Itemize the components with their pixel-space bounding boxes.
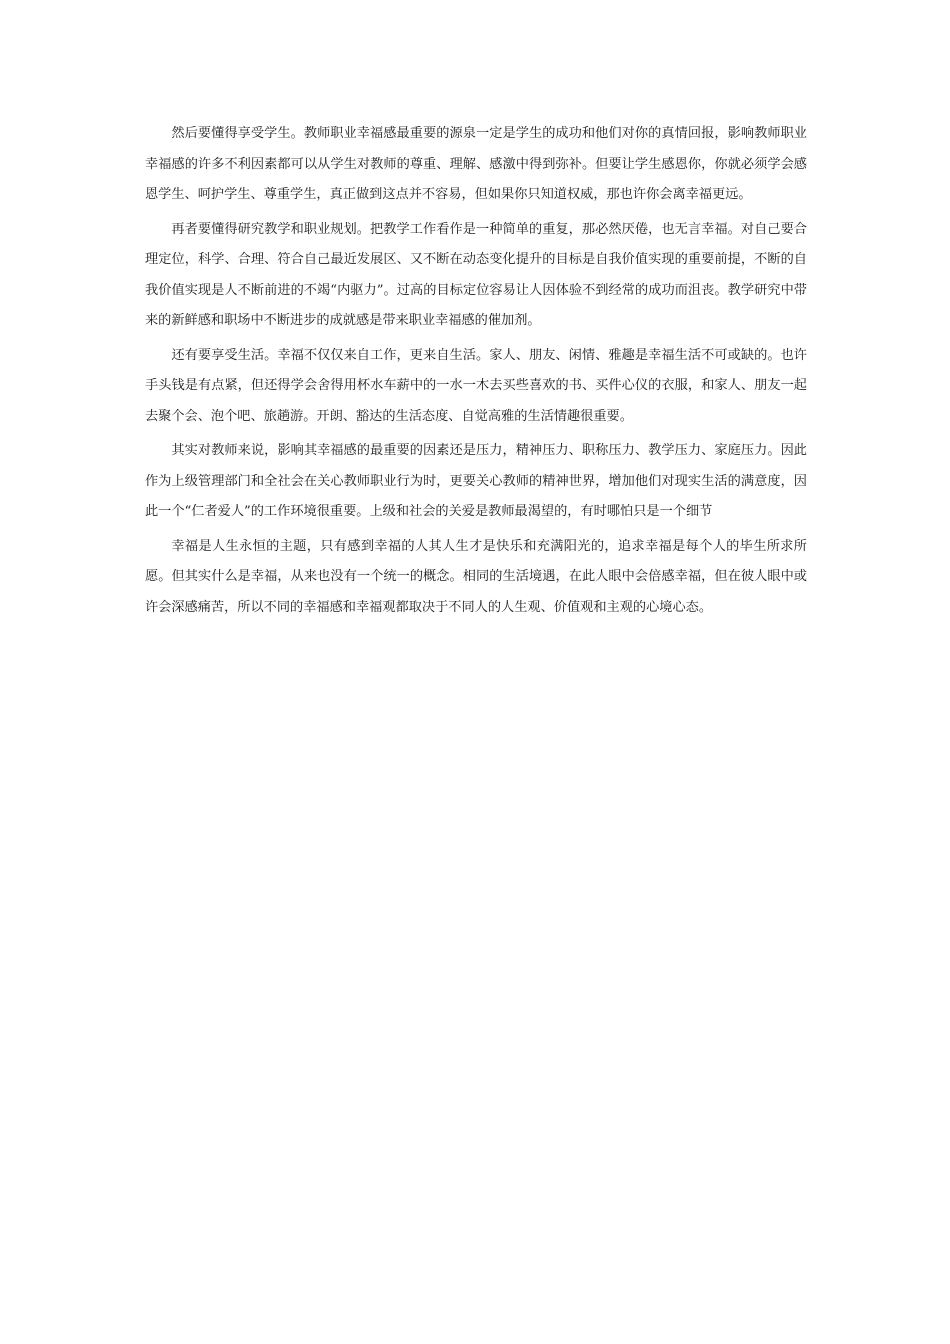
document-body bbox=[145, 119, 807, 627]
paragraph-enjoy-life: 还有要享受生活。幸福不仅仅来自工作，更来自生活。家人、朋友、闲情、雅趣是幸福生活不可或缺的。也许手头钱是有点紧，但还得学会舍得用杯水车薪中的一水一木去买些喜欢的书、买件心仪的衣服，和家人、朋友一起去聚个会、泡个吧、旅趟游。开朗、豁达的生活态度、自觉高雅的生活情趣很重要。 bbox=[145, 347, 807, 424]
paragraph-enjoy-students: 然后要懂得享受学生。教师职业幸福感最重要的源泉一定是学生的成功和他们对你的真情回报，影响教师职业幸福感的许多不利因素都可以从学生对教师的尊重、理解、感激中得到弥补。但要让学生感恩你，你就必须学会感恩学生、呵护学生、尊重学生，真正做到这点并不容易，但如果你只知道权威，那也许你会离幸福更远。 bbox=[145, 126, 807, 202]
paragraph-happiness-theme: 幸福是人生永恒的主题，只有感到幸福的人其人生才是快乐和充满阳光的，追求幸福是每个人的毕生所求所愿。但其实什么是幸福，从来也没有一个统一的概念。相同的生活境遇，在此人眼中会倍感幸福，但在彼人眼中或许会深感痛苦，所以不同的幸福感和幸福观都取决于不同人的人生观、价值观和主观的心境心态。 bbox=[145, 538, 807, 615]
paragraph-research-planning: 再者要懂得研究教学和职业规划。把教学工作看作是一种简单的重复，那必然厌倦，也无言幸福。对自己要合理定位，科学、合理、符合自己最近发展区、又不断在动态变化提升的目标是自我价值实现的重要前提，不断的自我价值实现是人不断前进的不竭“内驱力”。过高的目标定位容易让人因体验不到经常的成功而沮丧。教学研究中带来的新鲜感和职场中不断进步的成就感是带来职业幸福感的催加剂。 bbox=[145, 221, 807, 328]
paragraph-pressure: 其实对教师来说，影响其幸福感的最重要的因素还是压力，精神压力、职称压力、教学压力、家庭压力。因此作为上级管理部门和全社会在关心教师职业行为时，更要关心教师的精神世界，增加他们对现实生活的满意度，因此一个“仁者爱人”的工作环境很重要。上级和社会的关爱是教师最渴望的，有时哪怕只是一个细节 bbox=[145, 443, 807, 519]
